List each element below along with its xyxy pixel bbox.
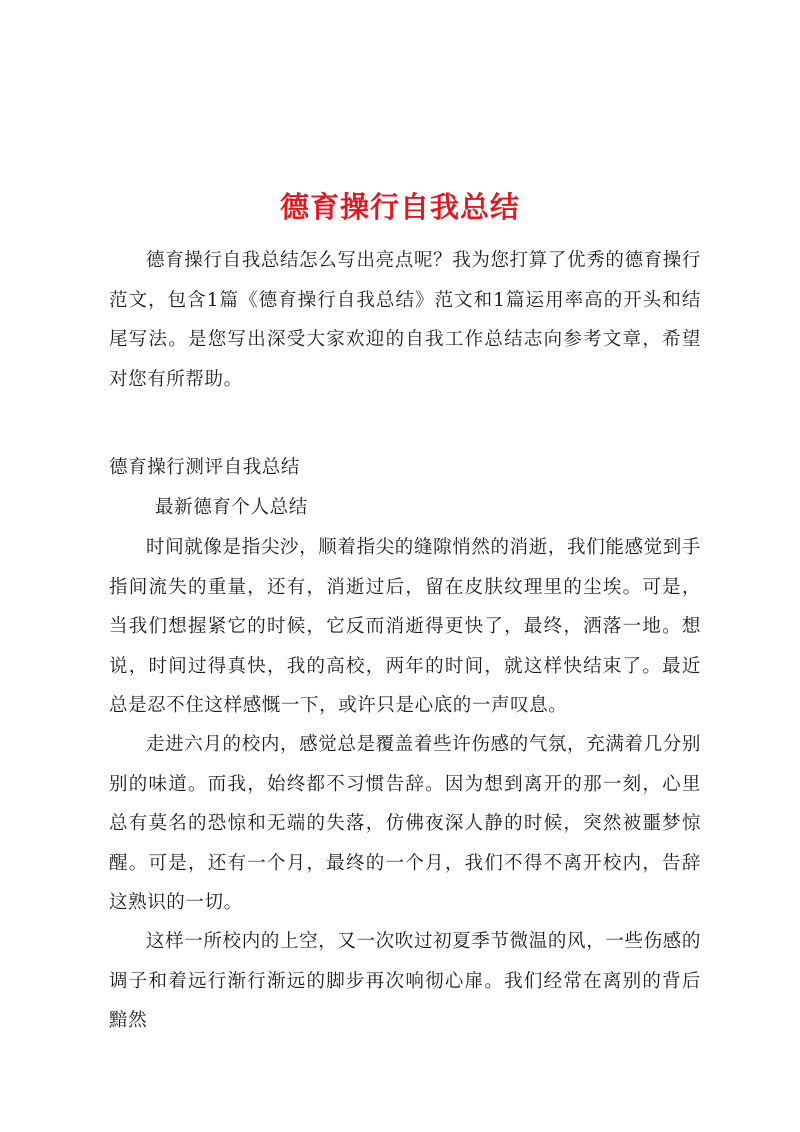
document-title: 德育操行自我总结 bbox=[279, 190, 520, 225]
section-heading: 德育操行测评自我总结 bbox=[109, 457, 301, 478]
body-paragraph-2: 走进六月的校内，感觉总是覆盖着些许伤感的气氛，充满着几分别别的味道。而我，始终都不习惯告辞。因为想到离开的那一刻，心里总有莫名的恐惊和无端的失落，仿佛夜深人静的时候，突然被噩梦惊醒。可是，还有一个月，最终的一个月，我们不得不离开校内，告辞这熟识的一切。 bbox=[109, 734, 701, 913]
body-paragraph-1: 时间就像是指尖沙，顺着指尖的缝隙悄然的消逝，我们能感觉到手指间流失的重量，还有，消逝过后，留在皮肤纹理里的尘埃。可是，当我们想握紧它的时候，它反而消逝得更快了，最终，洒落一地。想说，时间过得真快，我的高校，两年的时间，就这样快结束了。最近总是忍不住这样感慨一下，或许只是心底的一声叹息。 bbox=[109, 537, 701, 716]
intro-paragraph: 德育操行自我总结怎么写出亮点呢？我为您打算了优秀的德育操行范文，包含1篇《德育操行自我总结》范文和1篇运用率高的开头和结尾写法。是您写出深受大家欢迎的自我工作总结志向参考文章，希望对您有所帮助。 bbox=[109, 250, 701, 390]
body-paragraph-3: 这样一所校内的上空，又一次吹过初夏季节微温的风，一些伤感的调子和着远行渐行渐远的脚步再次响彻心扉。我们经常在离别的背后黯然 bbox=[109, 931, 701, 1031]
subsection-heading: 最新德育个人总结 bbox=[155, 497, 308, 518]
